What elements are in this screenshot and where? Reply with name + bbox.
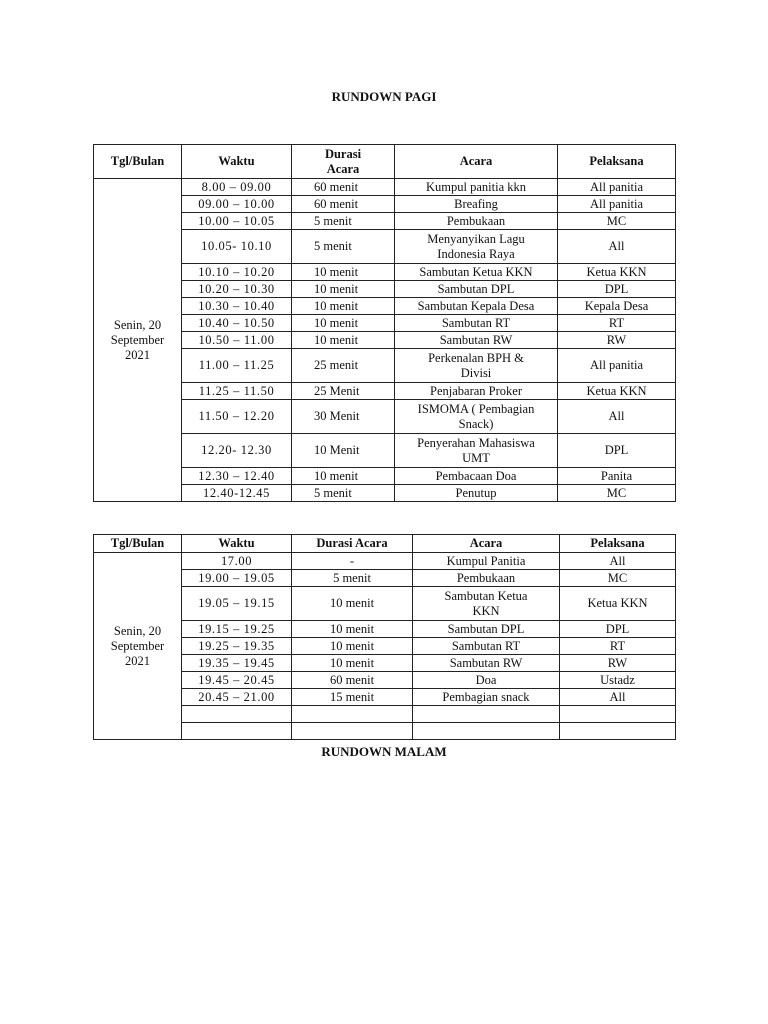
table-row <box>94 553 676 570</box>
table-row <box>94 689 676 706</box>
time-cell: 11.25 – 11.50 <box>182 383 292 400</box>
executor-cell: Ketua KKN <box>560 587 676 621</box>
table-row <box>94 196 676 213</box>
time-cell: 8.00 – 09.00 <box>182 179 292 196</box>
event-cell: Penjabaran Proker <box>395 383 558 400</box>
rundown-pagi-title: RUNDOWN PAGI <box>331 89 437 104</box>
date-cell: Senin, 20 September 2021 <box>94 179 182 502</box>
executor-cell: RW <box>558 332 676 349</box>
table-row <box>94 315 676 332</box>
duration-cell <box>292 723 413 740</box>
table-header-row <box>94 145 676 179</box>
table-row <box>94 264 676 281</box>
event-cell: Sambutan Kepala Desa <box>395 298 558 315</box>
time-cell: 09.00 – 10.00 <box>182 196 292 213</box>
header-durasi: Durasi Acara <box>292 145 395 179</box>
event-cell: Pembukaan <box>395 213 558 230</box>
duration-cell: 25 menit <box>292 349 395 383</box>
table-row <box>94 485 676 502</box>
header-tgl: Tgl/Bulan <box>94 145 182 179</box>
event-cell: Pembagian snack <box>413 689 560 706</box>
event-cell: ISMOMA ( Pembagian Snack) <box>395 400 558 434</box>
time-cell: 10.05- 10.10 <box>182 230 292 264</box>
rundown-malam-table <box>93 534 676 740</box>
duration-cell: 5 menit <box>292 230 395 264</box>
duration-cell: 10 menit <box>292 638 413 655</box>
executor-cell: All panitia <box>558 179 676 196</box>
event-cell: Penutup <box>395 485 558 502</box>
event-cell: Penyerahan Mahasiswa UMT <box>395 434 558 468</box>
event-cell <box>413 706 560 723</box>
table-row <box>94 587 676 621</box>
executor-cell: Ketua KKN <box>558 264 676 281</box>
executor-cell: All <box>560 689 676 706</box>
event-cell: Doa <box>413 672 560 689</box>
executor-cell: MC <box>558 485 676 502</box>
duration-cell: 10 menit <box>292 315 395 332</box>
executor-cell: MC <box>558 213 676 230</box>
table-row <box>94 570 676 587</box>
table-row <box>94 332 676 349</box>
event-cell: Sambutan Ketua KKN <box>395 264 558 281</box>
event-cell: Sambutan RW <box>413 655 560 672</box>
duration-cell: 60 menit <box>292 179 395 196</box>
event-cell: Pembacaan Doa <box>395 468 558 485</box>
table-row <box>94 638 676 655</box>
header-tgl: Tgl/Bulan <box>94 535 182 553</box>
time-cell: 12.40-12.45 <box>182 485 292 502</box>
event-cell: Sambutan DPL <box>395 281 558 298</box>
executor-cell: All <box>560 553 676 570</box>
table-row <box>94 383 676 400</box>
duration-cell <box>292 706 413 723</box>
executor-cell: All <box>558 230 676 264</box>
time-cell <box>182 723 292 740</box>
rundown-malam-title: RUNDOWN MALAM <box>321 744 447 759</box>
time-cell: 11.50 – 12.20 <box>182 400 292 434</box>
duration-cell: 5 menit <box>292 570 413 587</box>
executor-cell: Ketua KKN <box>558 383 676 400</box>
executor-cell: MC <box>560 570 676 587</box>
executor-cell: Ustadz <box>560 672 676 689</box>
time-cell: 10.40 – 10.50 <box>182 315 292 332</box>
executor-cell: RT <box>558 315 676 332</box>
executor-cell: All panitia <box>558 196 676 213</box>
executor-cell: All <box>558 400 676 434</box>
event-cell: Sambutan DPL <box>413 621 560 638</box>
duration-cell: 15 menit <box>292 689 413 706</box>
duration-cell: 60 menit <box>292 672 413 689</box>
event-cell: Sambutan Ketua KKN <box>413 587 560 621</box>
event-cell: Sambutan RT <box>395 315 558 332</box>
date-cell: Senin, 20 September 2021 <box>94 553 182 740</box>
duration-cell: 10 menit <box>292 468 395 485</box>
event-cell: Sambutan RW <box>395 332 558 349</box>
time-cell: 12.30 – 12.40 <box>182 468 292 485</box>
table-row <box>94 468 676 485</box>
table-header-row <box>94 535 676 553</box>
executor-cell: DPL <box>560 621 676 638</box>
table-row <box>94 230 676 264</box>
event-cell: Pembukaan <box>413 570 560 587</box>
table-row <box>94 179 676 196</box>
table-row <box>94 621 676 638</box>
time-cell: 19.00 – 19.05 <box>182 570 292 587</box>
event-cell: Kumpul Panitia <box>413 553 560 570</box>
time-cell: 10.10 – 10.20 <box>182 264 292 281</box>
executor-cell <box>560 723 676 740</box>
header-durasi: Durasi Acara <box>292 535 413 553</box>
event-cell: Menyanyikan Lagu Indonesia Raya <box>395 230 558 264</box>
table-row <box>94 723 676 740</box>
duration-cell: 5 menit <box>292 213 395 230</box>
executor-cell: DPL <box>558 281 676 298</box>
table-row <box>94 349 676 383</box>
table-row <box>94 655 676 672</box>
table-row <box>94 706 676 723</box>
duration-cell: 25 Menit <box>292 383 395 400</box>
event-cell: Breafing <box>395 196 558 213</box>
duration-cell: 60 menit <box>292 196 395 213</box>
time-cell <box>182 706 292 723</box>
duration-cell: 10 menit <box>292 298 395 315</box>
duration-cell: 10 Menit <box>292 434 395 468</box>
time-cell: 12.20- 12.30 <box>182 434 292 468</box>
table-row <box>94 672 676 689</box>
duration-cell: 10 menit <box>292 264 395 281</box>
time-cell: 10.20 – 10.30 <box>182 281 292 298</box>
event-cell: Perkenalan BPH & Divisi <box>395 349 558 383</box>
time-cell: 19.05 – 19.15 <box>182 587 292 621</box>
table-row <box>94 298 676 315</box>
executor-cell: RW <box>560 655 676 672</box>
table-row <box>94 281 676 298</box>
event-cell: Kumpul panitia kkn <box>395 179 558 196</box>
duration-cell: 10 menit <box>292 655 413 672</box>
executor-cell: Kepala Desa <box>558 298 676 315</box>
time-cell: 20.45 – 21.00 <box>182 689 292 706</box>
event-cell <box>413 723 560 740</box>
header-pelaksana: Pelaksana <box>560 535 676 553</box>
header-waktu: Waktu <box>182 145 292 179</box>
time-cell: 11.00 – 11.25 <box>182 349 292 383</box>
duration-cell: 10 menit <box>292 621 413 638</box>
executor-cell: DPL <box>558 434 676 468</box>
duration-cell: 10 menit <box>292 587 413 621</box>
duration-cell: 5 menit <box>292 485 395 502</box>
time-cell: 19.45 – 20.45 <box>182 672 292 689</box>
time-cell: 19.15 – 19.25 <box>182 621 292 638</box>
table-row <box>94 434 676 468</box>
time-cell: 19.25 – 19.35 <box>182 638 292 655</box>
executor-cell: RT <box>560 638 676 655</box>
table-row <box>94 213 676 230</box>
time-cell: 10.50 – 11.00 <box>182 332 292 349</box>
table-row <box>94 400 676 434</box>
event-cell: Sambutan RT <box>413 638 560 655</box>
duration-cell: 10 menit <box>292 281 395 298</box>
executor-cell: All panitia <box>558 349 676 383</box>
duration-cell: - <box>292 553 413 570</box>
rundown-pagi-table <box>93 144 676 502</box>
time-cell: 17.00 <box>182 553 292 570</box>
duration-cell: 30 Menit <box>292 400 395 434</box>
time-cell: 10.30 – 10.40 <box>182 298 292 315</box>
duration-cell: 10 menit <box>292 332 395 349</box>
header-acara: Acara <box>395 145 558 179</box>
header-acara: Acara <box>413 535 560 553</box>
time-cell: 19.35 – 19.45 <box>182 655 292 672</box>
header-waktu: Waktu <box>182 535 292 553</box>
executor-cell: Panita <box>558 468 676 485</box>
executor-cell <box>560 706 676 723</box>
header-pelaksana: Pelaksana <box>558 145 676 179</box>
time-cell: 10.00 – 10.05 <box>182 213 292 230</box>
